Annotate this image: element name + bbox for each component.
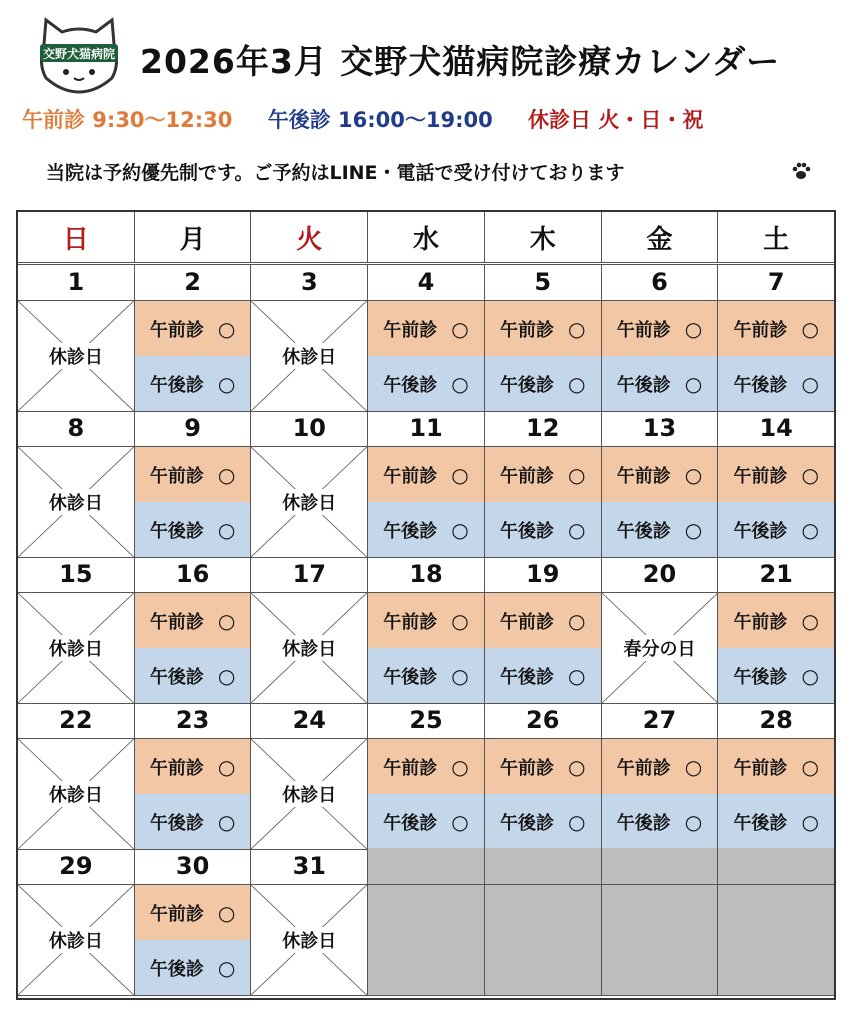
- day-number: 30: [135, 848, 252, 884]
- morning-label: 午前診: [149, 465, 204, 487]
- day-cell-blank: [718, 885, 834, 995]
- afternoon-slot: [135, 502, 251, 557]
- day-number: 12: [485, 410, 602, 446]
- morning-label: 午前診: [149, 903, 204, 925]
- afternoon-label: 午後診: [733, 520, 788, 542]
- day-number: 24: [251, 702, 368, 738]
- day-cell-closed: [18, 739, 135, 849]
- morning-slot: [718, 593, 834, 648]
- day-number: 9: [135, 410, 252, 446]
- morning-label: 午前診: [500, 319, 554, 341]
- morning-label: 午前診: [733, 757, 788, 779]
- day-cell-open: [135, 593, 252, 703]
- morning-slot: [368, 301, 484, 356]
- closed-label: 休診日: [280, 635, 338, 661]
- open-mark: ○: [217, 608, 236, 633]
- day-cell-closed: [251, 593, 368, 703]
- open-mark: ○: [568, 371, 586, 396]
- open-mark: ○: [684, 517, 703, 542]
- day-number: 1: [18, 264, 135, 300]
- morning-label: 午前診: [149, 611, 204, 633]
- afternoon-slot: [718, 356, 834, 411]
- day-cell-closed: [18, 885, 135, 995]
- open-mark: ○: [801, 809, 819, 834]
- afternoon-label: 午後診: [616, 374, 671, 396]
- afternoon-slot: [485, 648, 601, 703]
- morning-label: 午前診: [383, 757, 438, 779]
- open-mark: ○: [568, 316, 586, 341]
- open-mark: ○: [451, 809, 469, 834]
- day-cell-closed: [251, 739, 368, 849]
- day-number: 26: [485, 702, 602, 738]
- day-number: 15: [18, 556, 135, 592]
- closed-label: 休診日: [280, 343, 338, 369]
- morning-slot: [135, 447, 251, 502]
- morning-slot: [368, 739, 484, 794]
- open-mark: ○: [451, 462, 469, 487]
- day-cell-closed: [251, 301, 368, 411]
- open-mark: ○: [451, 371, 469, 396]
- morning-label: 午前診: [733, 319, 788, 341]
- morning-label: 午前診: [500, 757, 554, 779]
- open-mark: ○: [217, 316, 236, 341]
- afternoon-hours: 午後診 16:00〜19:00: [267, 108, 493, 132]
- open-mark: ○: [684, 809, 703, 834]
- morning-slot: [718, 301, 834, 356]
- afternoon-slot: [718, 502, 834, 557]
- week-row: [18, 848, 834, 996]
- open-mark: ○: [568, 754, 586, 779]
- morning-slot: [135, 739, 251, 794]
- open-mark: ○: [217, 809, 236, 834]
- day-number: 25: [368, 702, 485, 738]
- day-cell-open: [135, 447, 252, 557]
- day-number: 11: [368, 410, 485, 446]
- closed-days: 休診日 火・日・祝: [528, 108, 704, 132]
- afternoon-label: 午後診: [500, 374, 554, 396]
- morning-slot: [602, 301, 718, 356]
- morning-hours: 午前診 9:30〜12:30: [22, 108, 233, 132]
- afternoon-slot: [485, 356, 601, 411]
- open-mark: ○: [801, 754, 819, 779]
- day-cell-open: [718, 301, 834, 411]
- weekday-4: 木: [485, 212, 602, 262]
- morning-slot: [135, 593, 251, 648]
- day-number: 3: [251, 264, 368, 300]
- open-mark: ○: [217, 371, 236, 396]
- weekday-0: 日: [18, 212, 135, 262]
- afternoon-slot: [135, 356, 251, 411]
- open-mark: ○: [684, 316, 703, 341]
- morning-slot: [485, 301, 601, 356]
- day-cell-closed: [251, 885, 368, 995]
- morning-label: 午前診: [733, 465, 788, 487]
- afternoon-label: 午後診: [383, 812, 438, 834]
- day-number: 20: [602, 556, 719, 592]
- open-mark: ○: [801, 517, 819, 542]
- day-number: [368, 848, 485, 884]
- day-number: 22: [18, 702, 135, 738]
- morning-label: 午前診: [383, 611, 438, 633]
- open-mark: ○: [684, 754, 703, 779]
- day-cell-blank: [602, 885, 719, 995]
- morning-slot: [485, 593, 601, 648]
- weekday-2: 火: [251, 212, 368, 262]
- day-cell-closed: [18, 593, 135, 703]
- open-mark: ○: [568, 608, 586, 633]
- afternoon-slot: [485, 502, 601, 557]
- morning-slot: [718, 447, 834, 502]
- day-cell-closed: [18, 447, 135, 557]
- day-cell-open: [485, 447, 602, 557]
- open-mark: ○: [451, 754, 469, 779]
- day-cell-open: [602, 739, 719, 849]
- calendar: [16, 210, 836, 1000]
- day-cell-open: [135, 885, 252, 995]
- afternoon-slot: [485, 794, 601, 849]
- afternoon-label: 午後診: [733, 666, 788, 688]
- open-mark: ○: [801, 608, 819, 633]
- clinic-logo: [36, 14, 122, 94]
- day-number: 13: [602, 410, 719, 446]
- day-number: 5: [485, 264, 602, 300]
- day-cell-open: [602, 301, 719, 411]
- morning-slot: [602, 447, 718, 502]
- afternoon-slot: [135, 940, 251, 995]
- day-number: 19: [485, 556, 602, 592]
- afternoon-slot: [135, 648, 251, 703]
- day-number: 29: [18, 848, 135, 884]
- day-number: 2: [135, 264, 252, 300]
- day-number: [485, 848, 602, 884]
- day-cell-blank: [368, 885, 485, 995]
- day-cell-blank: [485, 885, 602, 995]
- day-cell-open: [485, 301, 602, 411]
- day-cell-closed: [251, 447, 368, 557]
- open-mark: ○: [568, 462, 586, 487]
- logo-text: 交野犬猫病院: [42, 47, 116, 61]
- day-cell-open: [485, 593, 602, 703]
- open-mark: ○: [568, 663, 586, 688]
- morning-slot: [485, 739, 601, 794]
- weekday-header: [18, 212, 834, 265]
- open-mark: ○: [451, 608, 469, 633]
- open-mark: ○: [801, 462, 819, 487]
- week-row: [18, 702, 834, 850]
- afternoon-slot: [602, 502, 718, 557]
- morning-label: 午前診: [149, 319, 204, 341]
- afternoon-label: 午後診: [733, 374, 788, 396]
- open-mark: ○: [217, 955, 236, 980]
- morning-label: 午前診: [383, 319, 438, 341]
- weekday-1: 月: [135, 212, 252, 262]
- closed-label: 休診日: [280, 489, 338, 515]
- afternoon-label: 午後診: [383, 520, 438, 542]
- closed-label: 休診日: [47, 927, 105, 953]
- afternoon-slot: [602, 356, 718, 411]
- reservation-notice: 当院は予約優先制です。ご予約はLINE・電話で受け付けております: [46, 162, 625, 184]
- hours-line: [22, 104, 703, 134]
- morning-slot: [602, 739, 718, 794]
- day-cell-open: [135, 739, 252, 849]
- day-number: 10: [251, 410, 368, 446]
- morning-label: 午前診: [500, 465, 554, 487]
- week-row: [18, 264, 834, 412]
- open-mark: ○: [217, 462, 236, 487]
- afternoon-label: 午後診: [149, 958, 204, 980]
- day-cell-open: [368, 301, 485, 411]
- week-row: [18, 556, 834, 704]
- afternoon-slot: [602, 794, 718, 849]
- open-mark: ○: [451, 316, 469, 341]
- closed-label: 休診日: [280, 927, 338, 953]
- open-mark: ○: [801, 371, 819, 396]
- open-mark: ○: [451, 663, 469, 688]
- afternoon-label: 午後診: [733, 812, 788, 834]
- day-cell-closed: [18, 301, 135, 411]
- morning-label: 午前診: [616, 319, 671, 341]
- morning-slot: [718, 739, 834, 794]
- open-mark: ○: [801, 316, 819, 341]
- open-mark: ○: [217, 754, 236, 779]
- afternoon-slot: [368, 648, 484, 703]
- day-cell-open: [602, 447, 719, 557]
- day-cell-open: [718, 739, 834, 849]
- afternoon-slot: [135, 794, 251, 849]
- week-row: [18, 410, 834, 558]
- morning-slot: [368, 593, 484, 648]
- afternoon-slot: [368, 356, 484, 411]
- day-number: 16: [135, 556, 252, 592]
- open-mark: ○: [684, 371, 703, 396]
- closed-label: 休診日: [47, 635, 105, 661]
- open-mark: ○: [217, 663, 236, 688]
- afternoon-label: 午後診: [149, 374, 204, 396]
- afternoon-label: 午後診: [149, 520, 204, 542]
- afternoon-label: 午後診: [383, 374, 438, 396]
- day-number: 23: [135, 702, 252, 738]
- closed-label: 休診日: [47, 489, 105, 515]
- open-mark: ○: [801, 663, 819, 688]
- day-cell-open: [135, 301, 252, 411]
- day-number: 8: [18, 410, 135, 446]
- day-cell-open: [718, 447, 834, 557]
- day-number: 27: [602, 702, 719, 738]
- day-number: 21: [759, 560, 793, 588]
- day-number: 7: [767, 268, 785, 296]
- day-cell-open: [368, 593, 485, 703]
- day-number: 14: [759, 414, 793, 442]
- afternoon-slot: [368, 502, 484, 557]
- morning-label: 午前診: [616, 465, 671, 487]
- afternoon-label: 午後診: [149, 812, 204, 834]
- page-title: 2026年3月 交野犬猫病院診療カレンダー: [140, 42, 781, 81]
- open-mark: ○: [217, 517, 236, 542]
- day-number: 17: [251, 556, 368, 592]
- morning-label: 午前診: [733, 611, 788, 633]
- day-cell-open: [485, 739, 602, 849]
- weekday-6: 土: [763, 224, 790, 255]
- day-number: 6: [602, 264, 719, 300]
- day-number: 28: [759, 706, 793, 734]
- day-cell-open: [718, 593, 834, 703]
- afternoon-label: 午後診: [616, 812, 671, 834]
- day-cell-open: [368, 447, 485, 557]
- morning-slot: [368, 447, 484, 502]
- afternoon-label: 午後診: [500, 812, 554, 834]
- morning-slot: [135, 301, 251, 356]
- afternoon-label: 午後診: [500, 520, 554, 542]
- morning-label: 午前診: [149, 757, 204, 779]
- open-mark: ○: [451, 517, 469, 542]
- closed-label: 休診日: [47, 343, 105, 369]
- closed-label: 休診日: [280, 781, 338, 807]
- afternoon-slot: [718, 794, 834, 849]
- afternoon-label: 午後診: [149, 666, 204, 688]
- afternoon-label: 午後診: [500, 666, 554, 688]
- day-number: 31: [251, 848, 368, 884]
- open-mark: ○: [568, 517, 586, 542]
- weekday-5: 金: [602, 212, 719, 262]
- morning-label: 午前診: [383, 465, 438, 487]
- day-cell-open: [368, 739, 485, 849]
- open-mark: ○: [568, 809, 586, 834]
- day-number: 4: [368, 264, 485, 300]
- morning-slot: [485, 447, 601, 502]
- closed-label: 休診日: [47, 781, 105, 807]
- afternoon-label: 午後診: [383, 666, 438, 688]
- afternoon-label: 午後診: [616, 520, 671, 542]
- weekday-3: 水: [368, 212, 485, 262]
- day-number: [718, 848, 834, 884]
- afternoon-slot: [368, 794, 484, 849]
- day-number: 18: [368, 556, 485, 592]
- morning-label: 午前診: [500, 611, 554, 633]
- day-cell-holiday: [602, 593, 719, 703]
- paw-icon: [790, 160, 812, 182]
- open-mark: ○: [684, 462, 703, 487]
- morning-slot: [135, 885, 251, 940]
- open-mark: ○: [217, 900, 236, 925]
- holiday-label: 春分の日: [621, 635, 697, 661]
- day-number: [602, 848, 719, 884]
- afternoon-slot: [718, 648, 834, 703]
- morning-label: 午前診: [616, 757, 671, 779]
